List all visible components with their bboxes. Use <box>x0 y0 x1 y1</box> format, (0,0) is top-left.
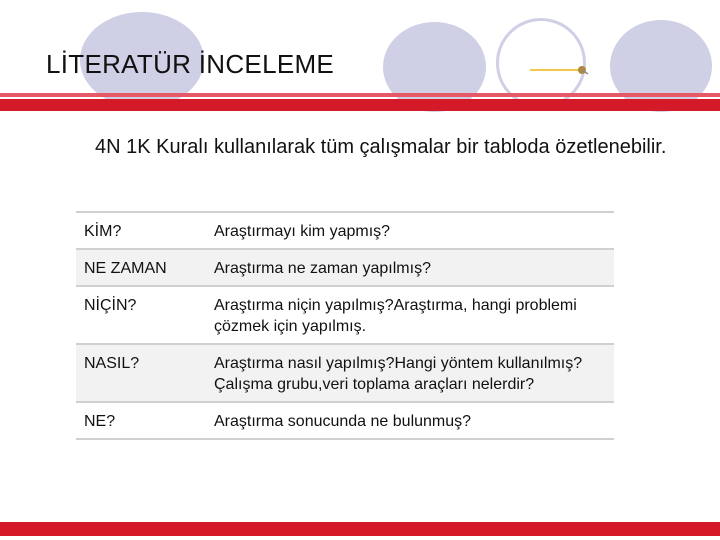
table-row <box>76 249 614 286</box>
row-value: Araştırma niçin yapılmış?Araştırma, hangi problemi çözmek için yapılmış. <box>214 297 577 335</box>
row-value: Araştırma sonucunda ne bulunmuş? <box>214 413 472 430</box>
table-row <box>76 286 614 344</box>
intro-sentence: 4N 1K Kuralı kullanılarak tüm çalışmalar bir tabloda özetlenebilir. <box>95 136 667 158</box>
row-key: NASIL? <box>84 355 140 372</box>
row-value: Araştırma ne zaman yapılmış? <box>214 260 431 277</box>
row-key: NE ZAMAN <box>84 260 167 277</box>
row-key: NE? <box>84 413 116 430</box>
row-key: KİM? <box>84 223 122 240</box>
header-bar-highlight <box>0 93 720 97</box>
summary-table <box>76 211 614 440</box>
footer-bar <box>0 522 720 536</box>
table-row <box>76 212 614 249</box>
slide-title: LİTERATÜR İNCELEME <box>46 49 335 79</box>
row-value: Araştırma nasıl yapılmış?Hangi yöntem kullanılmış?Çalışma grubu,veri toplama araçları nelerdir? <box>214 355 583 393</box>
table-row <box>76 344 614 402</box>
intro-text <box>18 134 698 161</box>
table-row <box>76 402 614 439</box>
row-key: NİÇİN? <box>84 297 137 314</box>
row-value: Araştırmayı kim yapmış? <box>214 223 391 240</box>
header-bar <box>0 99 720 111</box>
